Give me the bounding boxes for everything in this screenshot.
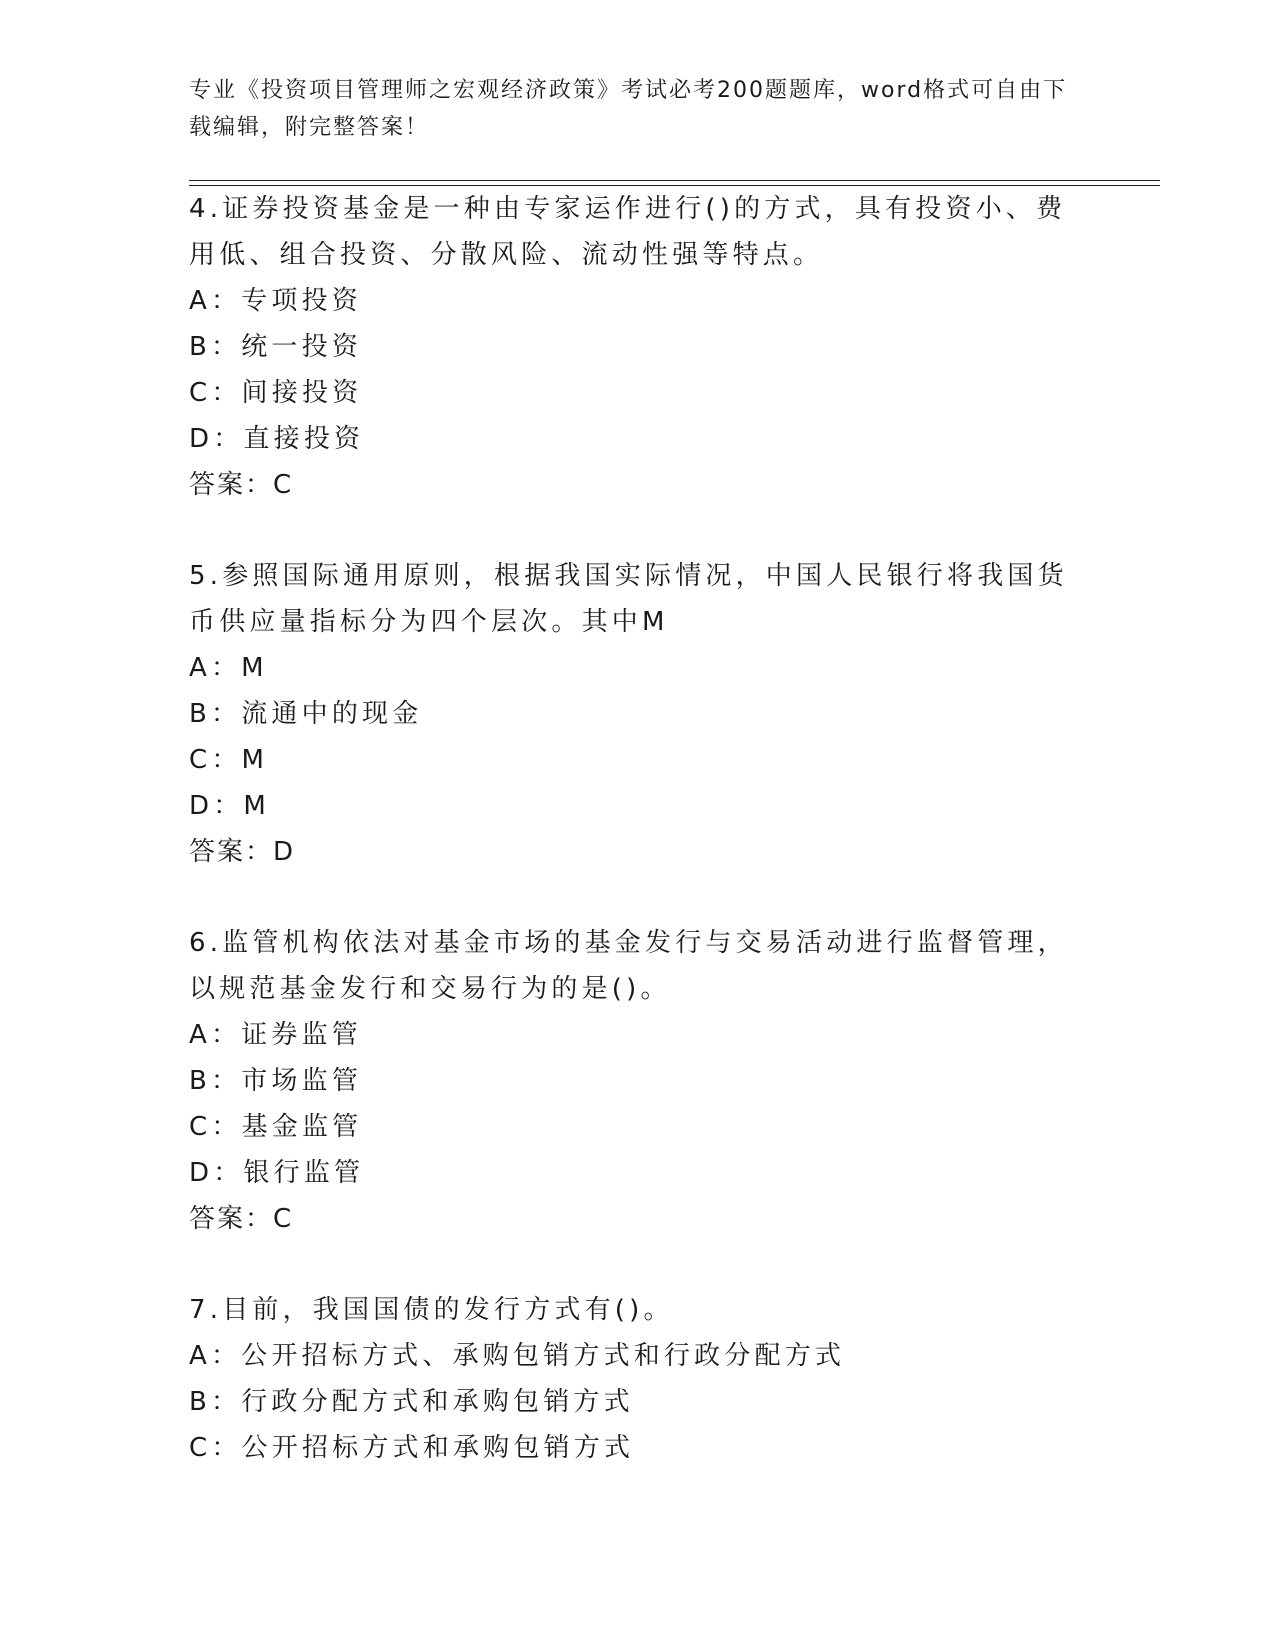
question-stem: 7.目前，我国国债的发行方式有()。: [189, 1295, 674, 1325]
option-a: A：M: [189, 653, 268, 683]
option-a: A：证券监管: [189, 1020, 362, 1050]
option-b: B：市场监管: [189, 1066, 363, 1096]
answer-line: 答案：D: [189, 837, 296, 867]
document-intro: 专业《投资项目管理师之宏观经济政策》考试必考200题题库，word格式可自由下载编辑，附完整答案！: [189, 78, 1068, 140]
answer-line: 答案：C: [189, 1204, 294, 1234]
question-stem: 4.证券投资基金是一种由专家运作进行()的方式，具有投资小、费用低、组合投资、分散风险、流动性强等特点。: [189, 194, 1067, 270]
question-4: [189, 186, 1089, 508]
option-c: C：基金监管: [189, 1112, 363, 1142]
option-a: A：专项投资: [189, 286, 362, 316]
question-stem: 6.监管机构依法对基金市场的基金发行与交易活动进行监督管理，以规范基金发行和交易行为的是()。: [189, 928, 1068, 1004]
option-b: B：统一投资: [189, 332, 363, 362]
question-list: [189, 186, 1089, 1516]
option-d: D：银行监管: [189, 1158, 365, 1188]
question-5: [189, 553, 1089, 875]
option-c: C：M: [189, 745, 269, 775]
question-stem: 5.参照国际通用原则，根据我国实际情况，中国人民银行将我国货币供应量指标分为四个层次。其中M: [189, 561, 1068, 637]
option-b: B：行政分配方式和承购包销方式: [189, 1387, 634, 1417]
option-a: A：公开招标方式、承购包销方式和行政分配方式: [189, 1341, 846, 1371]
option-c: C：公开招标方式和承购包销方式: [189, 1433, 635, 1463]
option-b: B：流通中的现金: [189, 699, 423, 729]
question-6: [189, 920, 1089, 1242]
option-c: C：间接投资: [189, 378, 363, 408]
option-d: D：直接投资: [189, 424, 365, 454]
option-d: D：M: [189, 791, 271, 821]
question-7: [189, 1287, 1089, 1471]
answer-line: 答案：C: [189, 470, 294, 500]
